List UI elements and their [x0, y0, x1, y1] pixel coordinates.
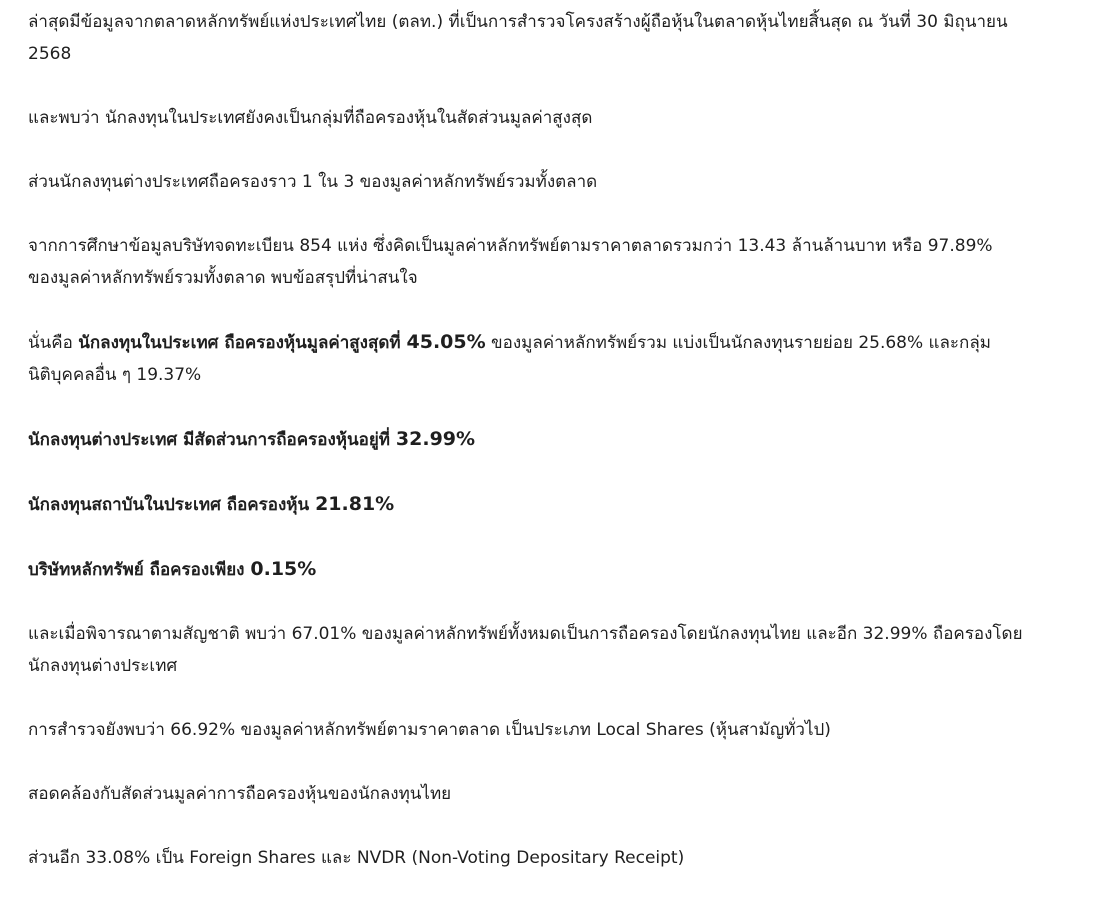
domestic-suffix: ของมูลค่าหลักทรัพย์รวม แบ่งเป็นนักลงทุนรายย่อย 25.68% และกลุ่มนิติบุคคลอื่น ๆ 19.37% — [28, 333, 991, 385]
article-body — [28, 6, 1028, 906]
paragraph-institutional-share — [28, 488, 1028, 521]
domestic-highlight: นักลงทุนในประเทศ ถือครองหุ้นมูลค่าสูงสุดที่ — [78, 333, 407, 353]
paragraph-nationality: และเมื่อพิจารณาตามสัญชาติ พบว่า 67.01% ของมูลค่าหลักทรัพย์ทั้งหมดเป็นการถือครองโดยนักลงทุนไทย และอีก 32.99% ถือครองโดยนักลงทุนต่างประเทศ — [28, 624, 1023, 676]
foreign-share-value: 32.99% — [395, 428, 476, 450]
paragraph-domestic-highest: และพบว่า นักลงทุนในประเทศยังคงเป็นกลุ่มที่ถือครองหุ้นในสัดส่วนมูลค่าสูงสุด — [28, 108, 593, 128]
institutional-share-value: 21.81% — [315, 493, 395, 515]
securities-firm-share-value: 0.15% — [250, 558, 317, 580]
paragraph-domestic-breakdown — [28, 326, 1028, 391]
institutional-share-label: นักลงทุนสถาบันในประเทศ ถือครองหุ้น — [28, 495, 316, 515]
paragraph-study-scope: จากการศึกษาข้อมูลบริษัทจดทะเบียน 854 แห่ง ซึ่งคิดเป็นมูลค่าหลักทรัพย์ตามราคาตลาดรวมกว่า 13.43 ล้านล้านบาท หรือ 97.89% ของมูลค่าหลักทรัพย์รวมทั้งตลาด พบข้อสรุปที่น่าสนใจ — [28, 236, 993, 288]
domestic-prefix: นั่นคือ — [28, 333, 79, 353]
paragraph-foreign-nvdr: ส่วนอีก 33.08% เป็น Foreign Shares และ NVDR (Non-Voting Depositary Receipt) — [28, 848, 685, 868]
domestic-share-value: 45.05% — [406, 331, 486, 353]
paragraph-survey-intro: ล่าสุดมีข้อมูลจากตลาดหลักทรัพย์แห่งประเทศไทย (ตลท.) ที่เป็นการสำรวจโครงสร้างผู้ถือหุ้นในตลาดหุ้นไทยสิ้นสุด ณ วันที่ 30 มิถุนายน 2568 — [28, 12, 1008, 64]
paragraph-foreign-share — [28, 423, 1028, 456]
foreign-share-label: นักลงทุนต่างประเทศ มีสัดส่วนการถือครองหุ้นอยู่ที่ — [28, 430, 396, 450]
paragraph-consistency: สอดคล้องกับสัดส่วนมูลค่าการถือครองหุ้นของนักลงทุนไทย — [28, 784, 452, 804]
securities-firm-share-label: บริษัทหลักทรัพย์ ถือครองเพียง — [28, 560, 251, 580]
paragraph-local-shares: การสำรวจยังพบว่า 66.92% ของมูลค่าหลักทรัพย์ตามราคาตลาด เป็นประเภท Local Shares (หุ้นสามัญทั่วไป) — [28, 720, 831, 740]
paragraph-securities-firm-share — [28, 553, 1028, 586]
paragraph-foreign-third: ส่วนนักลงทุนต่างประเทศถือครองราว 1 ใน 3 ของมูลค่าหลักทรัพย์รวมทั้งตลาด — [28, 172, 598, 192]
